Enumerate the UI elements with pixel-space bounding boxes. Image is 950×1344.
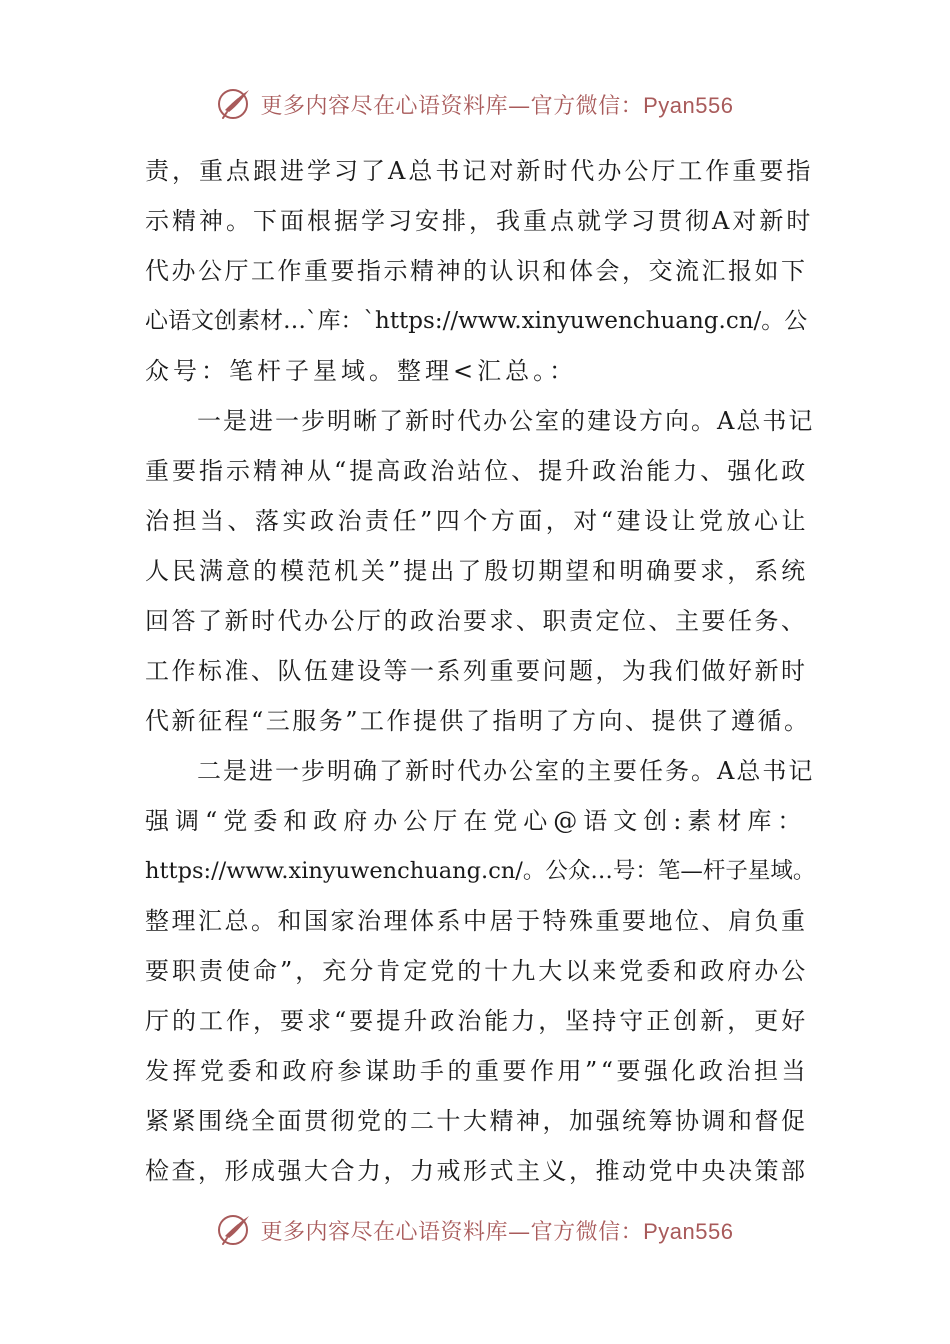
banner-text xyxy=(261,89,734,120)
banner-wechat-id: Pyan556 xyxy=(643,1218,734,1244)
body-line: 人民满意的模范机关”提出了殷切期望和明确要求，系统 xyxy=(145,557,809,585)
banner-site-text: 更多内容尽在心语资料库 xyxy=(260,93,509,119)
body-line: 一是进一步明晰了新时代办公室的建设方向。A总书记 xyxy=(197,407,815,435)
header-banner xyxy=(0,82,950,126)
body-line: 紧紧围绕全面贯彻党的二十大精神，加强统筹协调和督促 xyxy=(145,1107,808,1135)
body-line: 发挥党委和政府参谋助手的重要作用”“要强化政治担当 xyxy=(145,1057,810,1085)
body-line: 工作标准、队伍建设等一系列重要问题，为我们做好新时 xyxy=(145,657,808,685)
body-line: 强调“党委和政府办公厅在党心@语文创:素材库： xyxy=(145,807,808,835)
body-line: 责，重点跟进学习了A总书记对新时代办公厅工作重要指 xyxy=(145,157,814,185)
body-line: https://www.xinyuwenchuang.cn/。公众…号：笔—杆子星域。 xyxy=(145,858,816,884)
body-line: 检查，形成强大合力，力戒形式主义，推动党中央决策部 xyxy=(145,1157,808,1185)
document-body xyxy=(145,146,815,1196)
body-line: 代新征程“三服务”工作提供了指明了方向、提供了遵循。 xyxy=(145,707,811,735)
quill-logo-icon xyxy=(217,86,253,122)
banner-dash: — xyxy=(508,93,531,119)
banner-text xyxy=(261,1215,734,1246)
body-line: 心语文创素材…`库：`https://www.xinyuwenchuang.cn/。公 xyxy=(145,308,808,334)
banner-wechat-id: Pyan556 xyxy=(643,92,734,118)
quill-logo-icon xyxy=(217,1212,253,1248)
body-line: 要职责使命”，充分肯定党的十九大以来党委和政府办公 xyxy=(145,957,809,985)
body-line: 治担当、落实政治责任”四个方面，对“建设让党放心让 xyxy=(145,507,810,535)
body-line: 众号：笔杆子星域。整理<汇总。： xyxy=(145,357,578,385)
body-line: 示精神。下面根据学习安排，我重点就学习贯彻A对新时 xyxy=(145,207,814,235)
body-line: 回答了新时代办公厅的政治要求、职责定位、主要任务、 xyxy=(145,607,808,635)
body-line: 代办公厅工作重要指示精神的认识和体会，交流汇报如下 xyxy=(145,257,808,285)
banner-dash: — xyxy=(508,1219,531,1245)
body-line: 整理汇总。和国家治理体系中居于特殊重要地位、肩负重 xyxy=(145,907,808,935)
banner-site-text: 更多内容尽在心语资料库 xyxy=(260,1219,509,1245)
body-line: 厅的工作，要求“要提升政治能力，坚持守正创新，更好 xyxy=(145,1007,809,1035)
banner-wechat-label: 官方微信： xyxy=(530,93,644,119)
body-line: 重要指示精神从“提高政治站位、提升政治能力、强化政 xyxy=(145,457,809,485)
footer-banner xyxy=(0,1208,950,1252)
banner-wechat-label: 官方微信： xyxy=(530,1219,644,1245)
body-line: 二是进一步明确了新时代办公室的主要任务。A总书记 xyxy=(197,757,815,785)
